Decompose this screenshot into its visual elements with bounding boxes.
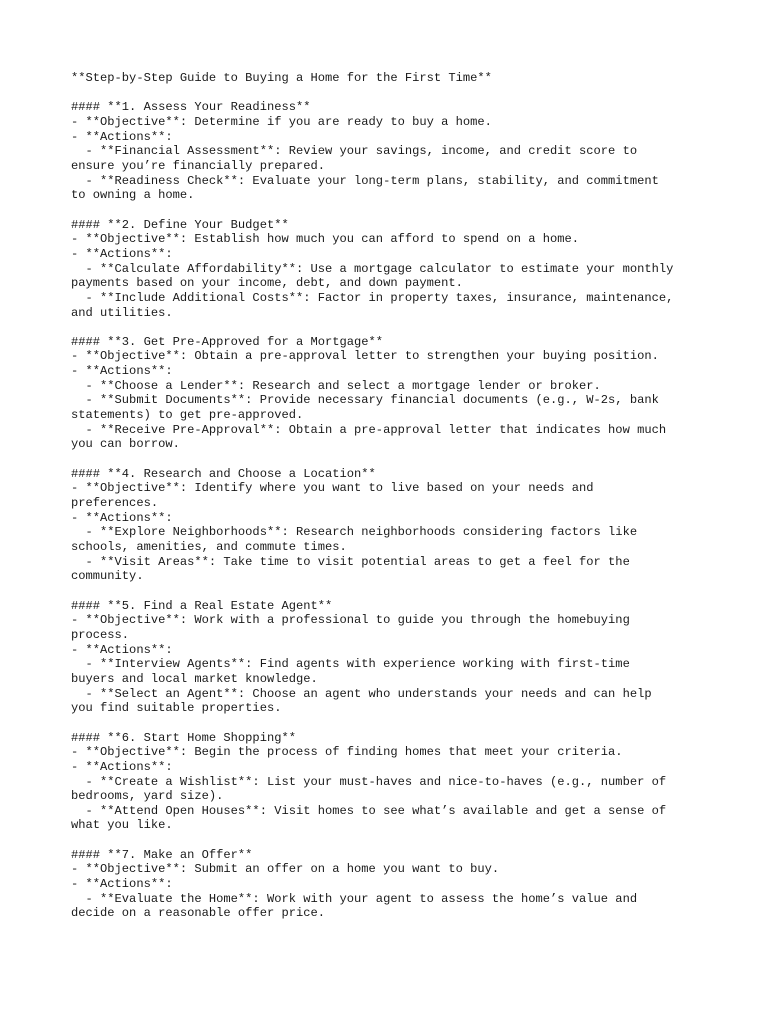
text-line: payments based on your income, debt, and down payment. xyxy=(71,276,463,291)
text-line: - **Select an Agent**: Choose an agent who understands your needs and can help xyxy=(71,686,652,701)
text-line: - **Calculate Affordability**: Use a mortgage calculator to estimate your monthly xyxy=(71,261,674,276)
text-line: and utilities. xyxy=(71,305,173,320)
section-heading: #### **4. Research and Choose a Location** xyxy=(71,466,376,481)
text-line: - **Actions**: xyxy=(71,642,173,657)
text-line: - **Include Additional Costs**: Factor in property taxes, insurance, maintenance, xyxy=(71,290,674,305)
section-heading: #### **1. Assess Your Readiness** xyxy=(71,100,311,115)
text-line: schools, amenities, and commute times. xyxy=(71,540,347,554)
text-line: decide on a reasonable offer price. xyxy=(71,906,326,921)
text-line: - **Actions**: xyxy=(71,877,173,892)
text-line: - **Interview Agents**: Find agents with experience working with first-time xyxy=(71,657,630,672)
text-line: - **Actions**: xyxy=(71,759,173,774)
text-line: what you like. xyxy=(71,818,173,833)
text-line: - **Actions**: xyxy=(71,510,173,525)
blank-line xyxy=(71,833,721,848)
text-line: bedrooms, yard size). xyxy=(71,789,224,804)
text-line: - **Choose a Lender**: Research and select a mortgage lender or broker. xyxy=(71,378,601,393)
blank-line xyxy=(71,86,721,101)
text-line: - **Readiness Check**: Evaluate your long-term plans, stability, and commitment xyxy=(71,173,659,188)
text-line: statements) to get pre-approved. xyxy=(71,408,304,423)
text-line: preferences. xyxy=(71,496,159,511)
section-heading: #### **3. Get Pre-Approved for a Mortgage** xyxy=(71,334,384,349)
text-line: - **Financial Assessment**: Review your savings, income, and credit score to xyxy=(71,144,638,159)
text-line: - **Receive Pre-Approval**: Obtain a pre-approval letter that indicates how much xyxy=(71,422,667,437)
text-line: process. xyxy=(71,627,130,642)
text-line: - **Actions**: xyxy=(71,364,173,379)
text-line: - **Objective**: Obtain a pre-approval letter to strengthen your buying position. xyxy=(71,349,659,364)
section-heading: #### **6. Start Home Shopping** xyxy=(71,730,296,745)
text-line: you find suitable properties. xyxy=(71,701,282,716)
document-title: **Step-by-Step Guide to Buying a Home for the First Time** xyxy=(71,71,492,85)
text-line: - **Objective**: Identify where you want to live based on your needs and xyxy=(71,481,594,496)
text-line: - **Objective**: Work with a professional to guide you through the homebuying xyxy=(71,613,630,628)
text-line: - **Objective**: Begin the process of finding homes that meet your criteria. xyxy=(71,745,623,760)
section-heading: #### **2. Define Your Budget** xyxy=(71,217,289,232)
text-line: - **Actions**: xyxy=(71,246,173,261)
blank-line xyxy=(71,452,721,467)
blank-line xyxy=(71,584,721,599)
text-line: - **Objective**: Establish how much you can afford to spend on a home. xyxy=(71,232,580,247)
text-line: to owning a home. xyxy=(71,188,195,203)
text-line: - **Objective**: Submit an offer on a home you want to buy. xyxy=(71,862,500,877)
text-line: community. xyxy=(71,569,144,584)
text-line: - **Create a Wishlist**: List your must-haves and nice-to-haves (e.g., number of xyxy=(71,774,667,789)
text-line: - **Attend Open Houses**: Visit homes to see what’s available and get a sense of xyxy=(71,803,667,818)
text-line: - **Evaluate the Home**: Work with your agent to assess the home’s value and xyxy=(71,891,638,906)
text-line: you can borrow. xyxy=(71,437,180,452)
blank-line xyxy=(71,320,721,335)
text-line: - **Visit Areas**: Take time to visit potential areas to get a feel for the xyxy=(71,554,630,569)
blank-line xyxy=(71,716,721,731)
document-body xyxy=(71,71,721,921)
text-line: - **Objective**: Determine if you are ready to buy a home. xyxy=(71,114,492,129)
text-line: buyers and local market knowledge. xyxy=(71,671,318,686)
section-heading: #### **5. Find a Real Estate Agent** xyxy=(71,598,333,613)
blank-line xyxy=(71,203,721,218)
section-heading: #### **7. Make an Offer** xyxy=(71,847,253,862)
text-line: - **Explore Neighborhoods**: Research neighborhoods considering factors like xyxy=(71,525,638,540)
text-line: - **Submit Documents**: Provide necessary financial documents (e.g., W-2s, bank xyxy=(71,393,659,408)
text-line: - **Actions**: xyxy=(71,129,173,144)
text-line: ensure you’re financially prepared. xyxy=(71,158,326,173)
